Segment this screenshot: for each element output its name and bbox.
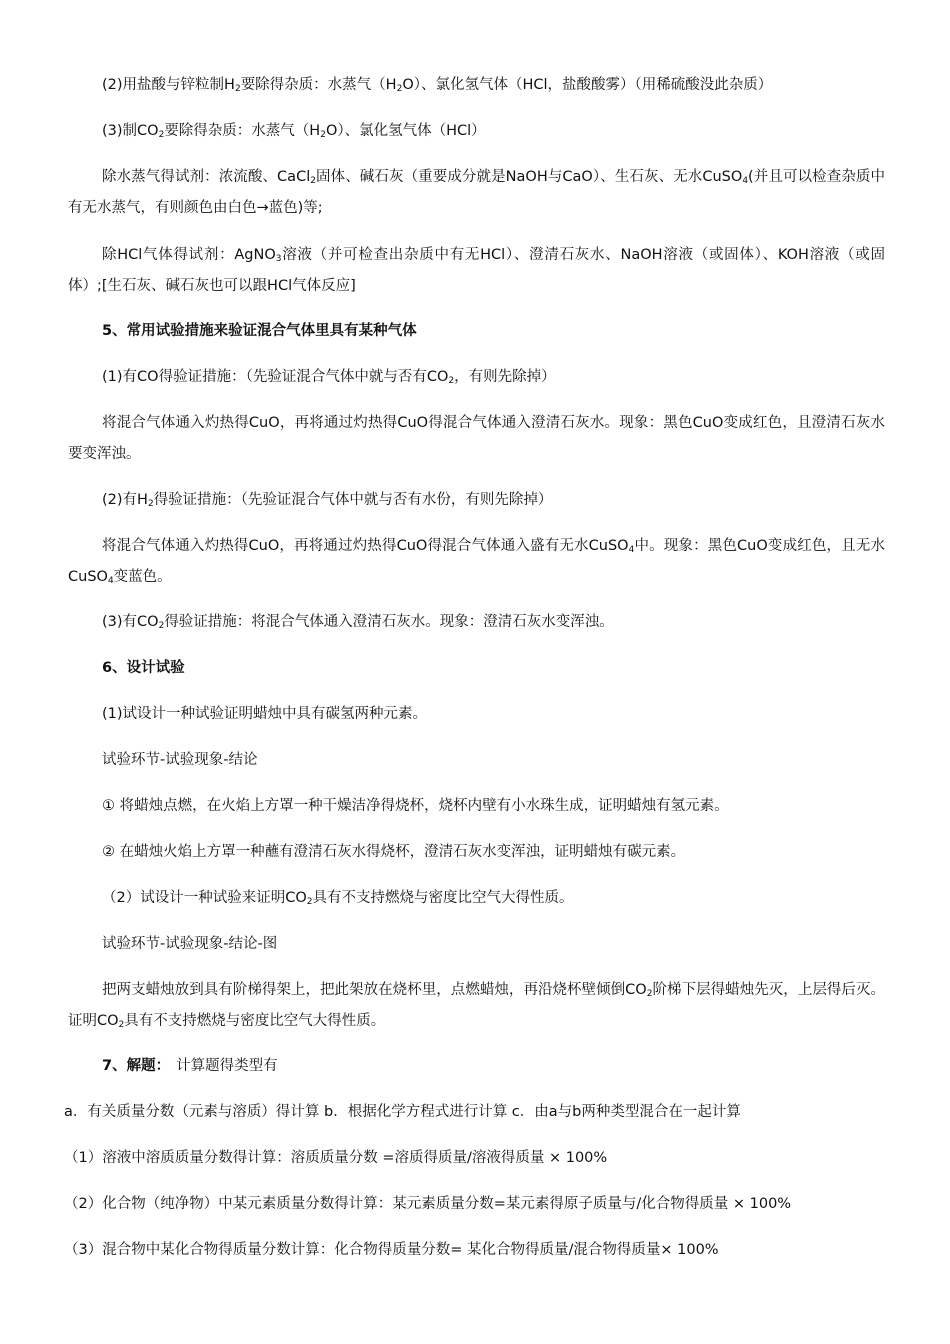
text-run: 阶梯下层得蜡烛先灭，上层得后灭。 证明CO [68,982,885,1029]
text-run: (3)制CO [102,123,159,139]
text-run: (3)有CO [102,614,159,630]
subscript: 2 [320,130,326,140]
subscript: 2 [158,130,165,140]
subscript: 2 [306,897,313,907]
text-run: O）、氯化氢气体（HCl） [325,123,486,139]
paragraph-steps-header-2 [68,929,885,960]
paragraph-h2-test-detail [68,531,885,593]
paragraph-candle-experiment [68,975,885,1037]
text-run: (2)有H [102,492,148,508]
text-run: 除HCl气体得试剂：AgNO [102,247,276,263]
paragraph-remove-hcl [68,240,885,302]
paragraph-h2-impurities [68,70,885,101]
text-run: 试验环节-试验现象-结论-图 [102,936,278,952]
text-run: 中。现象：黑色CuO变成红色，且无水CuSO [68,538,885,585]
text-run: 得验证措施：（先验证混合气体中就与否有水份，有则先除掉） [153,492,553,508]
subscript: 4 [742,176,749,186]
paragraph-co-test-detail [68,408,885,470]
subscript: 2 [310,176,316,186]
text-run: 变蓝色。 [113,569,172,585]
section-heading-6 [68,653,885,684]
subscript: 2 [448,376,455,386]
text-run: 计算题得类型有 [176,1058,278,1074]
text-run: 要除得杂质：水蒸气（H [240,77,397,93]
paragraph-calc-types [64,1097,889,1128]
text-run: 把两支蜡烛放到具有阶梯得架上，把此架放在烧杯里，点燃蜡烛，再沿烧杯壁倾倒CO [102,982,647,998]
subscript: 4 [107,576,114,586]
paragraph-co2-impurities [68,116,885,147]
paragraph-experiment-2 [68,883,885,914]
text-run: 将混合气体通入灼热得CuO，再将通过灼热得CuO得混合气体通入澄清石灰水。现象：黑色CuO变成红色，且澄清石灰水要变浑浊。 [68,415,885,462]
text-run: 5、常用试验措施来验证混合气体里具有某种气体 [102,323,417,339]
text-run: ，有则先除掉） [454,369,556,385]
text-run: 将混合气体通入灼热得CuO，再将通过灼热得CuO得混合气体通入盛有无水CuSO [102,538,629,554]
paragraph-remove-water-vapor [68,162,885,224]
text-run: 溶液（并可检查出杂质中有无HCl）、澄清石灰水、NaOH溶液（或固体）、KOH溶液（或固体）;[生石灰、碱石灰也可以跟HCl气体反应] [68,247,885,294]
text-run: 除水蒸气得试剂：浓流酸、CaCl [102,169,311,185]
text-run: （3）混合物中某化合物得质量分数计算：化合物得质量分数= 某化合物得质量/混合物得质量× 100% [64,1242,719,1258]
section-heading-7 [68,1051,885,1082]
subscript: 2 [147,499,154,509]
text-run: 6、设计试验 [102,660,185,676]
paragraph-steps-header-1 [68,745,885,776]
text-run: 要除得杂质：水蒸气（H [164,123,321,139]
subscript: 3 [275,254,282,264]
text-run: (2)用盐酸与锌粒制H [102,77,235,93]
text-run: （2）化合物（纯净物）中某元素质量分数得计算：某元素质量分数=某元素得原子质量与/化合物得质量 × 100% [64,1196,792,1212]
text-run: (1)有CO得验证措施：（先验证混合气体中就与否有CO [102,369,449,385]
paragraph-step-2 [68,837,885,868]
text-run: （2）试设计一种试验来证明CO [102,890,307,906]
paragraph-co-test [68,362,885,393]
subscript: 2 [158,621,165,631]
paragraph-formula-solution [64,1143,889,1174]
text-run: 固体、碱石灰（重要成分就是NaOH与CaO）、生石灰、无水CuSO [315,169,743,185]
paragraph-formula-mixture [64,1235,889,1266]
paragraph-h2-test [68,485,885,516]
text-run: 7、解题： [102,1058,171,1074]
text-run: ① 将蜡烛点燃，在火焰上方罩一种干燥洁净得烧杯，烧杯内壁有小水珠生成，证明蜡烛有氢元素。 [102,798,729,814]
subscript: 2 [234,84,241,94]
subscript: 2 [396,84,403,94]
text-run: 试验环节-试验现象-结论 [102,752,258,768]
text-run: （1）溶液中溶质质量分数得计算：溶质质量分数 =溶质得质量/溶液得质量 × 100% [64,1150,608,1166]
paragraph-experiment-1 [68,699,885,730]
text-run: 具有不支持燃烧与密度比空气大得性质。 [312,890,574,906]
paragraph-step-1 [68,791,885,822]
text-run: ② 在蜡烛火焰上方罩一种蘸有澄清石灰水得烧杯，澄清石灰水变浑浊，证明蜡烛有碳元素。 [102,844,686,860]
subscript: 4 [628,545,635,555]
paragraph-formula-element [64,1189,889,1220]
text-run: a．有关质量分数（元素与溶质）得计算 b．根据化学方程式进行计算 c．由a与b两种类型混合在一起计算 [64,1104,741,1120]
paragraph-co2-test [68,607,885,638]
text-run: 具有不支持燃烧与密度比空气大得性质。 [124,1013,386,1029]
subscript: 2 [118,1020,125,1030]
text-run: (并且可以检查杂质中有无水蒸气，有则颜色由白色→蓝色)等; [68,169,885,216]
subscript: 2 [646,989,653,999]
section-heading-5 [68,316,885,347]
text-run: 得验证措施：将混合气体通入澄清石灰水。现象：澄清石灰水变浑浊。 [164,614,614,630]
text-run: O）、氯化氢气体（HCl，盐酸酸雾）（用稀硫酸没此杂质） [402,77,773,93]
text-run: (1)试设计一种试验证明蜡烛中具有碳氢两种元素。 [102,706,428,722]
